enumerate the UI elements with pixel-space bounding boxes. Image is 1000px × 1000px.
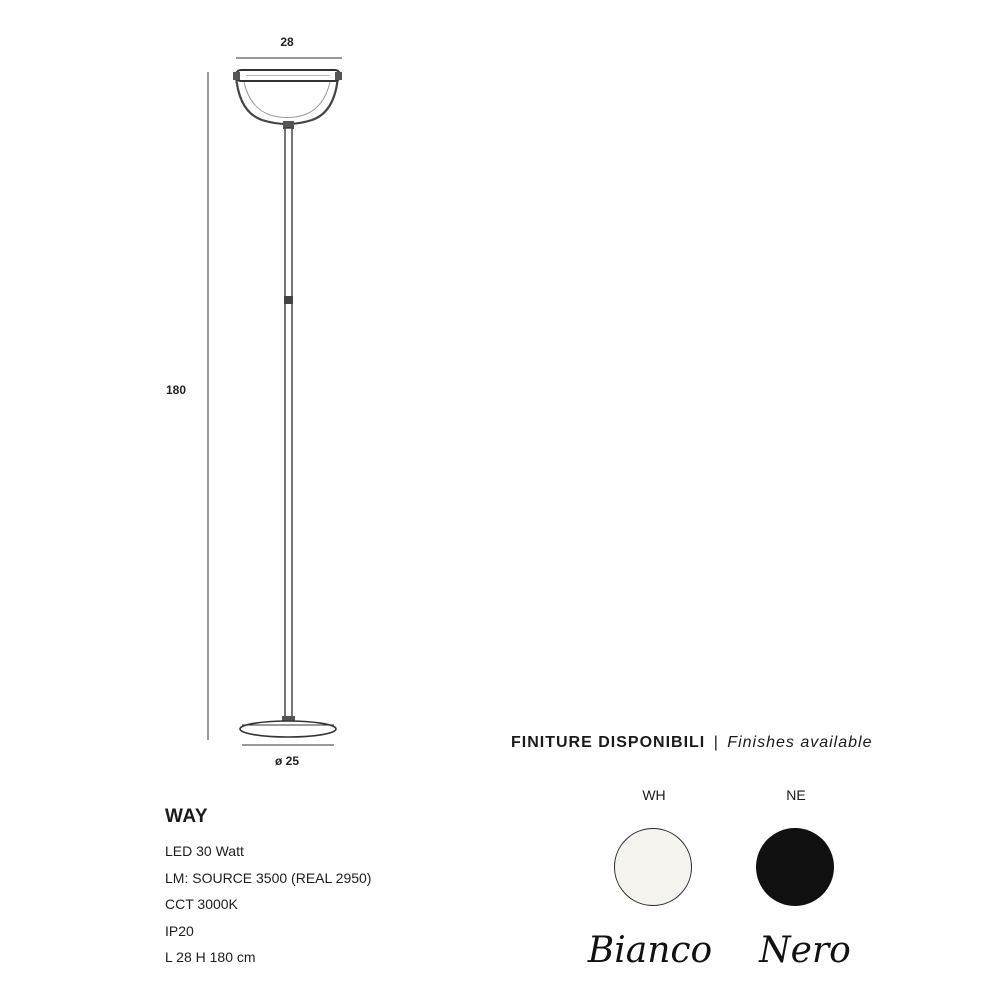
finish-name-nero: Nero (759, 930, 851, 971)
finish-code-ne: NE (786, 787, 806, 803)
product-name: WAY (165, 806, 209, 827)
finishes-heading-main: FINITURE DISPONIBILI (511, 734, 706, 751)
finish-swatch-white (614, 828, 692, 906)
base-dimension-label: ø 25 (274, 754, 300, 768)
finish-code-wh: WH (642, 787, 666, 803)
spec-power: LED 30 Watt (165, 843, 244, 859)
height-dimension-label: 180 (165, 383, 187, 397)
lamp-stem (283, 121, 294, 722)
finishes-heading-sub: Finishes available (727, 734, 873, 751)
finish-name-bianco: Bianco (587, 930, 713, 971)
finishes-heading-separator: | (713, 734, 719, 751)
lamp-shade (233, 70, 342, 124)
spec-dimensions: L 28 H 180 cm (165, 949, 256, 965)
spec-cct: CCT 3000K (165, 896, 238, 912)
product-spec-list (165, 838, 371, 971)
lamp-base (240, 716, 336, 737)
height-dimension (166, 72, 208, 740)
base-dimension (242, 745, 334, 768)
spec-ip-rating: IP20 (165, 922, 194, 939)
width-dimension-label: 28 (280, 35, 294, 49)
finish-swatch-black (756, 828, 834, 906)
finishes-heading (511, 734, 872, 752)
spec-lumen: LM: SOURCE 3500 (REAL 2950) (165, 869, 372, 886)
width-dimension (236, 35, 342, 58)
